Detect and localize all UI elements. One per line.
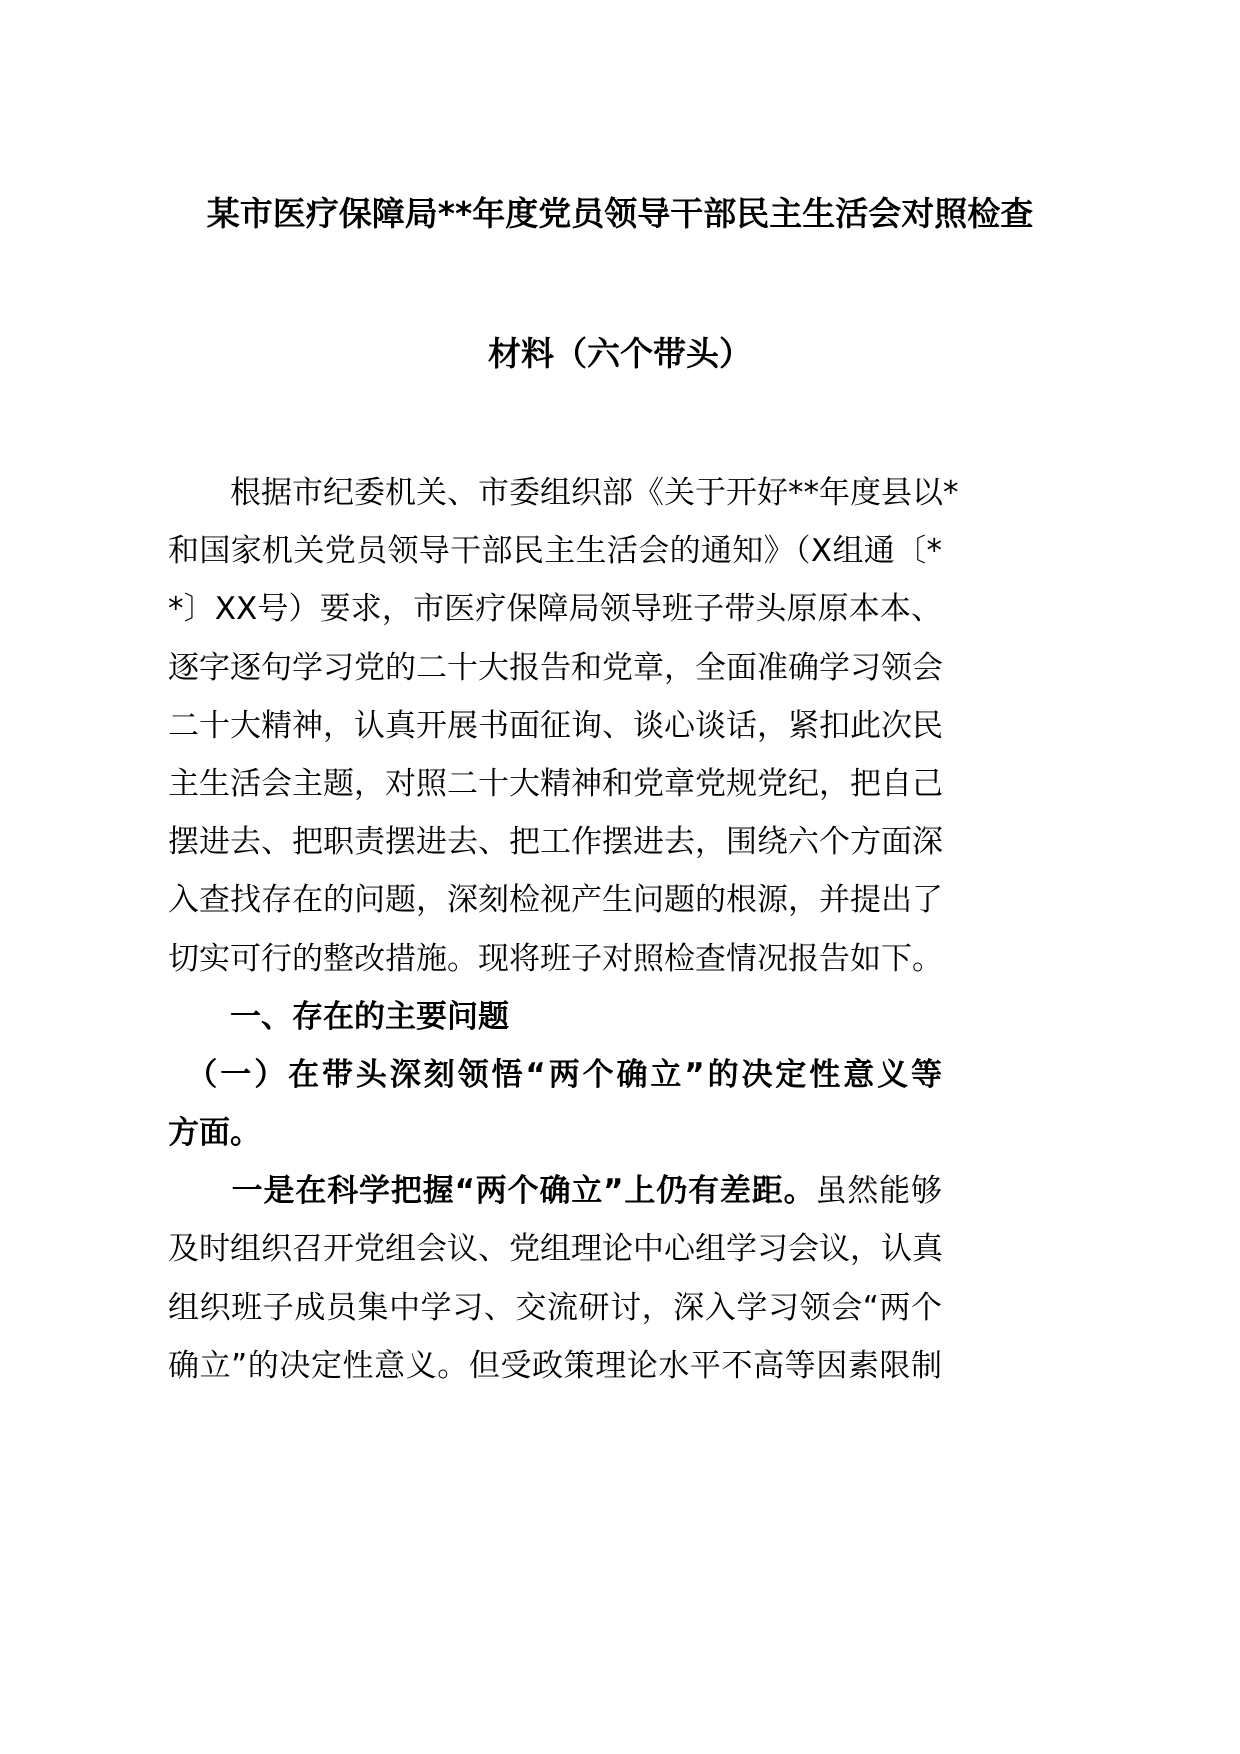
bold-text: 一、存在的主要问题 <box>168 998 509 1035</box>
text-line <box>168 819 942 877</box>
body-text: 及时组织召开党组会议、党组理论中心组学习会议，认真 <box>168 1231 943 1268</box>
text-line <box>168 877 942 935</box>
body-text: 虽然能够 <box>815 1173 942 1210</box>
bold-text: 方面。 <box>168 1115 261 1152</box>
body-text: 组织班子成员集中学习、交流研讨，深入学习领会“两个 <box>168 1289 942 1326</box>
bold-text: （一）在带头深刻领悟“两个确立”的决定性意义等 <box>168 1056 942 1093</box>
text-line <box>168 1052 942 1110</box>
text-line <box>168 470 959 528</box>
text-line <box>168 994 942 1052</box>
body-text: 根据市纪委机关、市委组织部《关于开好**年度县以* <box>168 475 959 511</box>
text-line <box>168 1110 942 1168</box>
text-line <box>168 528 942 586</box>
text-line <box>168 586 942 644</box>
text-line <box>168 1343 942 1401</box>
body-text: 入查找存在的问题，深刻检视产生问题的根源，并提出了 <box>168 882 943 919</box>
text-line <box>168 1285 942 1343</box>
document-body <box>168 470 959 1401</box>
text-line <box>168 703 942 761</box>
body-text: 主生活会主题，对照二十大精神和党章党规党纪，把自己 <box>168 765 943 802</box>
text-line <box>168 645 942 703</box>
body-text: *〕XX号）要求，市医疗保障局领导班子带头原原本本、 <box>168 591 942 628</box>
body-text: 和国家机关党员领导干部民主生活会的通知》（X组通〔* <box>168 533 942 570</box>
document-title-line-1: 某市医疗保障局**年度党员领导干部民主生活会对照检查 <box>206 194 1034 233</box>
body-text: 二十大精神，认真开展书面征询、谈心谈话，紧扣此次民 <box>168 707 943 744</box>
text-line <box>168 936 942 994</box>
text-line <box>168 1168 942 1226</box>
document-title-line-2: 材料（六个带头） <box>488 334 752 373</box>
body-text: 逐字逐句学习党的二十大报告和党章，全面准确学习领会 <box>168 649 943 686</box>
body-text: 确立”的决定性意义。但受政策理论水平不高等因素限制 <box>168 1347 942 1384</box>
text-line <box>168 761 942 819</box>
body-text: 摆进去、把职责摆进去、把工作摆进去，围绕六个方面深 <box>168 824 943 861</box>
text-line <box>168 1226 942 1284</box>
bold-text: 一是在科学把握“两个确立”上仍有差距。 <box>168 1173 816 1210</box>
body-text: 切实可行的整改措施。现将班子对照检查情况报告如下。 <box>168 940 943 977</box>
